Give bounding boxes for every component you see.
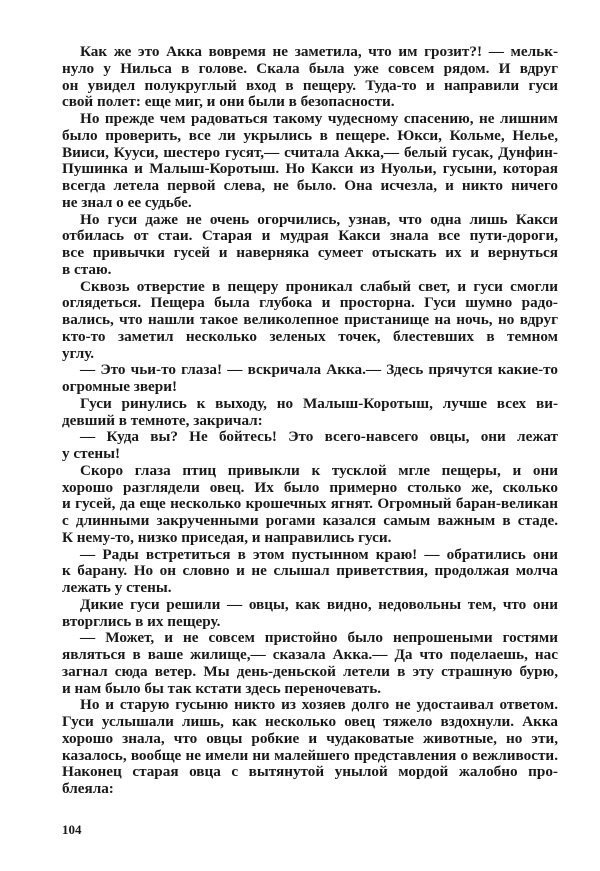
text-line: лежать у стены. — [62, 579, 172, 596]
text-line: Скоро глаза птиц привыкли к тусклой мгле пещеры, и они — [80, 461, 558, 479]
text-line: не знал о ее судьбе. — [62, 193, 192, 211]
text-line: — Рады встретиться в этом пустынном краю! — обратились они — [80, 545, 558, 563]
text-line: являться в ваше жилище,— сказала Акка.— Да что поделаешь, нас — [62, 646, 558, 663]
text-line: — Это чьи-то глаза! — вскричала Акка.— Здесь прячутся какие-то — [80, 361, 558, 379]
text-line: огромные звери! — [62, 378, 178, 395]
text-line: Дикие гуси решили — овцы, как видно, недовольны тем, что они — [80, 595, 558, 613]
text-line: вторглись в их пещеру. — [62, 612, 221, 630]
text-line: свой полет: еще миг, и они были в безопасности. — [62, 93, 395, 111]
paragraph — [62, 44, 558, 111]
text-line: у стены! — [62, 445, 120, 462]
text-line: — Куда вы? Не бойтесь! Это всего-навсего овцы, они лежат — [80, 428, 558, 446]
text-line: Гуси услышали лишь, как несколько овец тяжело вздохнули. Акка — [62, 713, 558, 730]
text-line: блеяла: — [62, 780, 114, 797]
text-line: оглядеться. Пещера была глубока и просторна. Гуси шумно радо- — [62, 294, 558, 312]
paragraph — [62, 547, 558, 597]
text-line: все привычки гусей и наверняка сумеет отыскать их и вернуться — [62, 244, 558, 261]
paragraph — [62, 697, 558, 798]
text-line: вались, что нашли такое великолепное пристанище на ночь, но вдруг — [62, 311, 558, 328]
paragraph — [62, 463, 558, 547]
text-line: нуло у Нильса в голове. Скала была уже совсем рядом. И вдруг — [62, 59, 558, 77]
text-line: и нам было бы так кстати здесь переночевать. — [62, 679, 382, 697]
text-line: девший в темноте, закричал: — [62, 411, 263, 429]
book-page-text — [62, 44, 558, 798]
text-line: Но гуси даже не очень огорчились, узнав, что одна лишь Какси — [80, 210, 558, 228]
text-line: Как же это Акка вовремя не заметила, что им грозит?! — мельк- — [80, 43, 558, 60]
text-line: углу. — [62, 344, 95, 362]
text-line: Но прежде чем радоваться такому чудесному спасению, не лишним — [80, 110, 558, 127]
paragraph — [62, 279, 558, 363]
text-line: в стаю. — [62, 260, 112, 278]
text-line: Пушинка и Малыш-Коротыш. Но Какси из Нуольи, гусыни, которая — [62, 160, 558, 178]
paragraph — [62, 597, 558, 631]
paragraph — [62, 630, 558, 697]
page-number: 104 — [62, 822, 82, 837]
text-line: Вииси, Кууси, шестеро гусят,— считала Акка,— белый гусак, Дунфин- — [62, 143, 558, 161]
paragraph — [62, 429, 558, 463]
paragraph — [62, 362, 558, 396]
text-line: было проверить, все ли укрылись в пещере. Юкси, Кольме, Нелье, — [62, 126, 558, 144]
text-line: к барану. Но он словно и не слышал приветствия, продолжая молча — [62, 562, 558, 580]
text-line: Но и старую гусыню никто из хозяев долго не удостаивал ответом. — [80, 696, 558, 714]
paragraph — [62, 396, 558, 430]
text-line: всегда летела первой слева, не было. Она исчезла, и никто ничего — [62, 177, 558, 194]
paragraph — [62, 111, 558, 212]
text-line: хорошо разглядели овец. Их было примерно столько же, сколько — [62, 478, 558, 496]
text-line: Наконец старая овца с вытянутой унылой мордой жалобно про- — [62, 763, 558, 781]
text-line: казалось, вообще не имели ни малейшего представления о вежливости. — [62, 746, 558, 764]
text-line: кто-то заметил несколько зеленых точек, блестевших в темном — [62, 327, 558, 345]
paragraph — [62, 212, 558, 279]
text-line: Сквозь отверстие в пещеру проникал слабый свет, и гуси смогли — [80, 277, 558, 295]
text-line: отбилась от стаи. Старая и мудрая Какси знала все пути-дороги, — [62, 227, 558, 245]
text-line: Гуси ринулись к выходу, но Малыш-Коротыш, лучше всех ви- — [80, 394, 558, 412]
text-line: загнал сюда ветер. Мы день-деньской летели в эту страшную бурю, — [62, 662, 558, 680]
text-line: и гусей, да еще несколько крошечных ягнят. Огромный баран-великан — [62, 495, 558, 513]
text-line: хорошо знала, что овцы робкие и чудаковатые животные, но эти, — [62, 729, 558, 747]
text-line: с длинными закрученными рогами казался самым важным в стаде. — [62, 512, 558, 529]
text-line: К нему-то, низко приседая, и направились гуси. — [62, 528, 392, 546]
text-line: — Может, и не совсем пристойно было непрошеными гостями — [80, 629, 558, 647]
text-line: он увидел полукруглый вход в пещеру. Туда-то и направили гуси — [62, 76, 558, 94]
